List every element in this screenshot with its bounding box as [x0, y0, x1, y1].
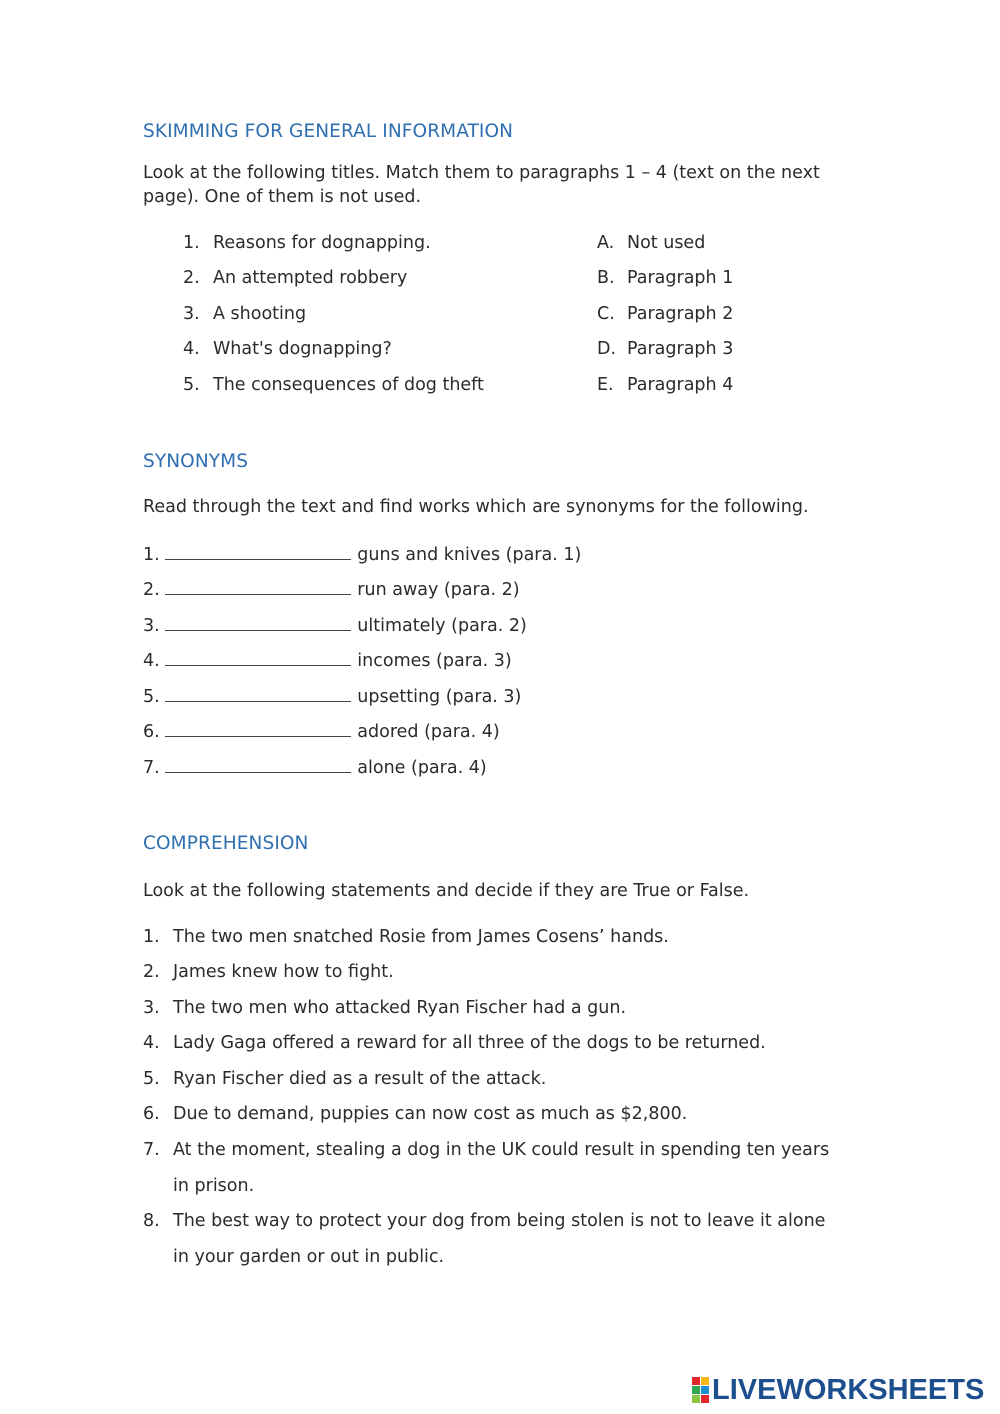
logo-square	[701, 1395, 709, 1403]
synonym-item: 3. ultimately (para. 2)	[143, 613, 527, 638]
option-item: B. Paragraph 1	[597, 268, 734, 288]
statement-item: 7. At the moment, stealing a dog in the UK could result in spending ten years in prison.	[143, 1140, 830, 1196]
synonym-item: 4. incomes (para. 3)	[143, 648, 512, 673]
synonyms-instruction: Read through the text and find works which are synonyms for the following.	[143, 497, 809, 517]
comprehension-heading: COMPREHENSION	[143, 833, 309, 854]
logo-text: LIVEWORKSHEETS	[712, 1373, 985, 1406]
liveworksheets-logo	[692, 1373, 985, 1406]
answer-blank[interactable]	[165, 719, 351, 737]
statement-item: 1. The two men snatched Rosie from James Cosens’ hands.	[143, 927, 669, 947]
synonyms-heading: SYNONYMS	[143, 451, 249, 472]
option-item: E. Paragraph 4	[597, 375, 734, 395]
answer-blank[interactable]	[165, 648, 351, 666]
answer-blank[interactable]	[165, 684, 351, 702]
skimming-instruction: Look at the following titles. Match them to paragraphs 1 – 4 (text on the next page). One of them is not used.	[143, 163, 820, 207]
option-item: D. Paragraph 3	[597, 339, 734, 359]
synonym-item: 7. alone (para. 4)	[143, 755, 487, 780]
logo-square	[701, 1386, 709, 1394]
option-item: C. Paragraph 2	[597, 304, 734, 324]
answer-blank[interactable]	[165, 577, 351, 595]
title-item: 3. A shooting	[183, 304, 307, 324]
logo-square	[701, 1377, 709, 1385]
statement-item: 4. Lady Gaga offered a reward for all three of the dogs to be returned.	[143, 1033, 766, 1053]
synonym-item: 2. run away (para. 2)	[143, 577, 520, 602]
logo-square	[692, 1386, 700, 1394]
skimming-heading: SKIMMING FOR GENERAL INFORMATION	[143, 121, 514, 142]
logo-square	[692, 1395, 700, 1403]
answer-blank[interactable]	[165, 613, 351, 631]
statement-item: 3. The two men who attacked Ryan Fischer had a gun.	[143, 998, 627, 1018]
logo-square	[692, 1377, 700, 1385]
answer-blank[interactable]	[165, 755, 351, 773]
option-item: A. Not used	[597, 233, 706, 253]
synonym-item: 5. upsetting (para. 3)	[143, 684, 521, 709]
title-item: 1. Reasons for dognapping.	[183, 233, 431, 253]
comprehension-instruction: Look at the following statements and decide if they are True or False.	[143, 881, 750, 901]
logo-mark-icon	[692, 1377, 709, 1403]
statement-item: 8. The best way to protect your dog from being stolen is not to leave it alone in your garden or out in public.	[143, 1211, 826, 1267]
synonym-item: 1. guns and knives (para. 1)	[143, 542, 581, 567]
title-item: 5. The consequences of dog theft	[183, 375, 484, 395]
synonym-item: 6. adored (para. 4)	[143, 719, 500, 744]
statement-item: 2. James knew how to fight.	[143, 962, 394, 982]
title-item: 4. What's dognapping?	[183, 339, 392, 359]
title-item: 2. An attempted robbery	[183, 268, 408, 288]
answer-blank[interactable]	[165, 542, 351, 560]
statement-item: 5. Ryan Fischer died as a result of the attack.	[143, 1069, 547, 1089]
statement-item: 6. Due to demand, puppies can now cost as much as $2,800.	[143, 1104, 688, 1124]
